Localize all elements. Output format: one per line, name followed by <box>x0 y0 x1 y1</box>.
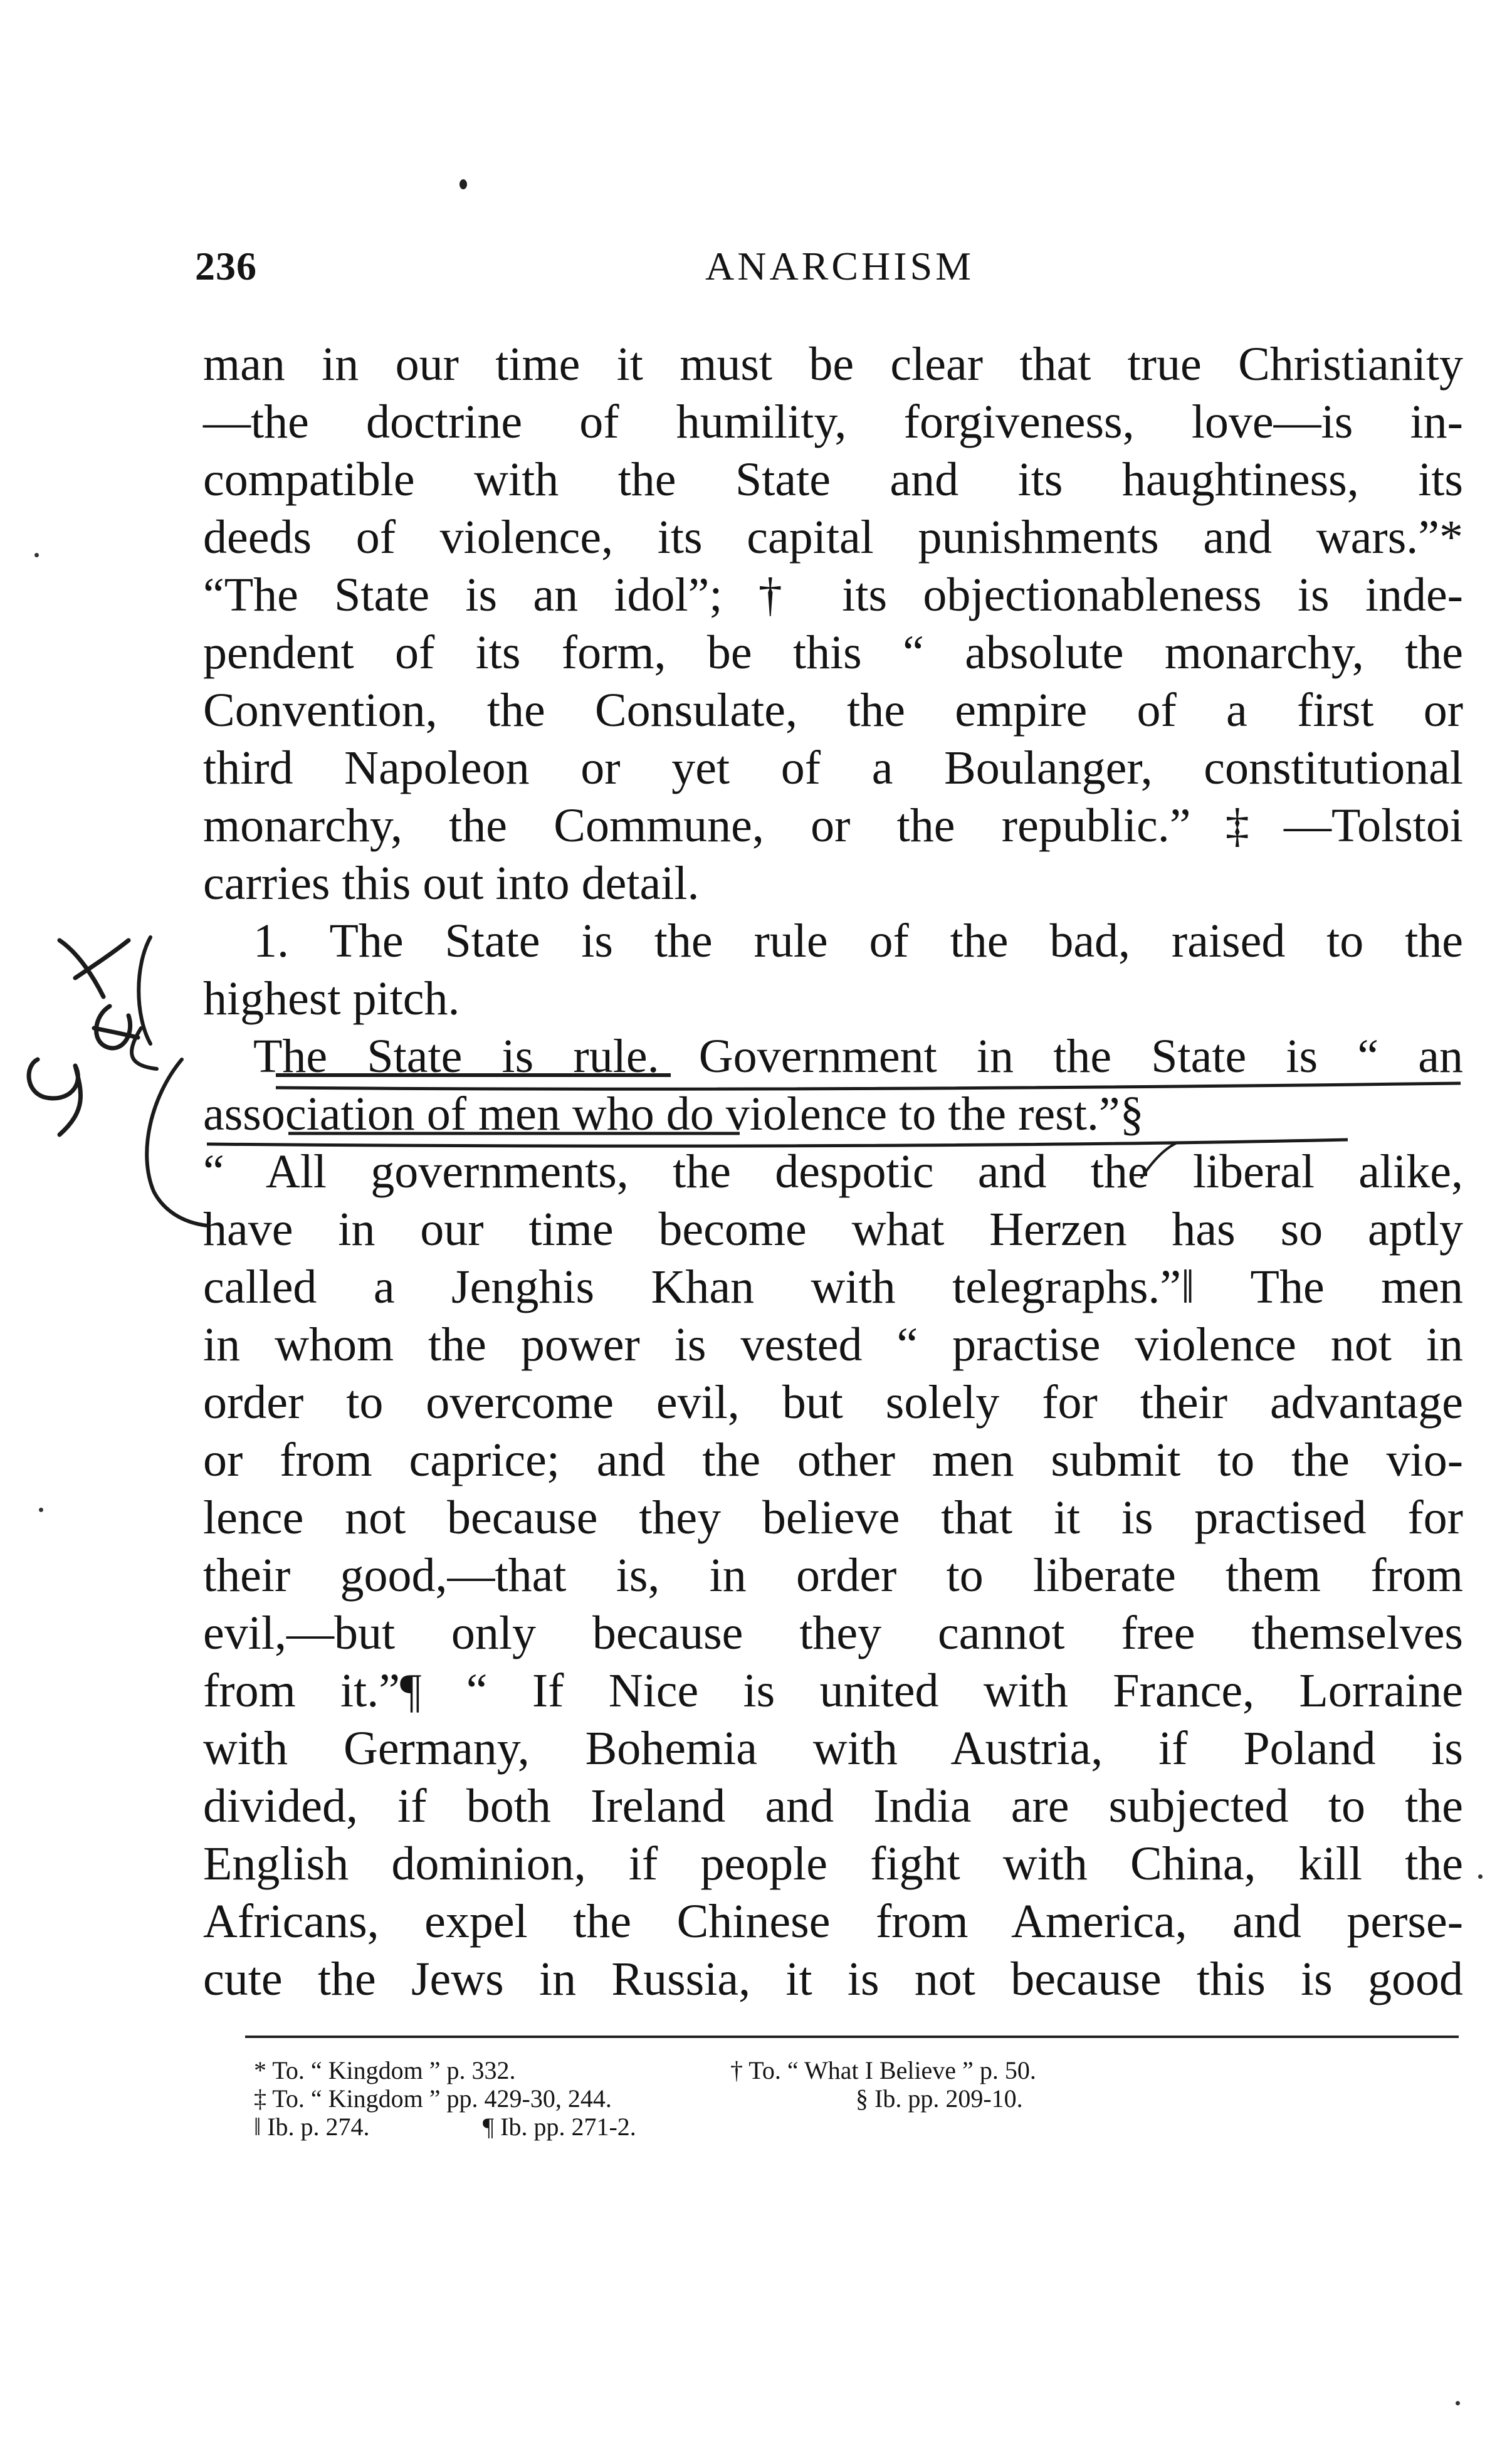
text-line: in whom the power is vested “ practise violence not in <box>203 1318 1463 1371</box>
text-line: divided, if both Ireland and India are subjected to the <box>203 1780 1463 1832</box>
underlined-line: association of men who do violence to the rest.”§ <box>203 1088 1144 1140</box>
text-line: “The State is an idol”; † its objectionableness is inde- <box>203 569 1463 621</box>
text-line: monarchy, the Commune, or the republic.”‡—Tolstoi <box>203 799 1463 852</box>
page-number: 236 <box>195 244 257 288</box>
underlined-line: The State is rule. Government in the State is “ an <box>253 1030 1463 1083</box>
text-line: Convention, the Consulate, the empire of a first or <box>203 684 1463 737</box>
text-line: cute the Jews in Russia, it is not because this is good <box>203 1953 1463 2005</box>
footnote: * To. “ Kingdom ” p. 332. <box>254 2056 516 2084</box>
text-line: “ All governments, the despotic and the liberal alike, <box>203 1145 1463 1198</box>
text-line: third Napoleon or yet of a Boulanger, constitutional <box>203 742 1463 794</box>
text-line: with Germany, Bohemia with Austria, if Poland is <box>203 1722 1463 1775</box>
footnote: ‡ To. “ Kingdom ” pp. 429-30, 244. <box>254 2084 612 2113</box>
text-line: evil,—but only because they cannot free themselves <box>203 1607 1463 1659</box>
footnote-row <box>254 2084 1320 2113</box>
text-line: from it.”¶ “ If Nice is united with France, Lorraine <box>203 1664 1463 1717</box>
footnote-row <box>254 2113 1320 2141</box>
footnote: ¶ Ib. pp. 271-2. <box>483 2113 636 2141</box>
footnotes <box>254 2056 1320 2141</box>
footnote-divider <box>245 2036 1459 2038</box>
footnote-row <box>254 2056 1320 2084</box>
footnote: † To. “ What I Believe ” p. 50. <box>730 2056 1036 2084</box>
text-line: pendent of its form, be this “ absolute monarchy, the <box>203 626 1463 679</box>
text-line: compatible with the State and its haughtiness, its <box>203 453 1463 506</box>
text-line: deeds of violence, its capital punishments and wars.”* <box>203 511 1463 564</box>
text-line: —the doctrine of humility, forgiveness, love—is in- <box>203 396 1463 448</box>
body-text <box>203 335 1463 2008</box>
text-line: highest pitch. <box>203 972 460 1025</box>
numbered-point: 1. The State is the rule of the bad, raised to the <box>253 915 1463 967</box>
text-line: English dominion, if people fight with China, kill the <box>203 1837 1463 1890</box>
page-header <box>0 232 1512 301</box>
text-line: or from caprice; and the other men submit to the vio- <box>203 1434 1463 1486</box>
text-line: called a Jenghis Khan with telegraphs.”‖ The men <box>203 1261 1463 1313</box>
ink-dot <box>459 179 467 189</box>
text-line: lence not because they believe that it is practised for <box>203 1491 1463 1544</box>
footnote: § Ib. pp. 209-10. <box>856 2084 1023 2113</box>
text-line: Africans, expel the Chinese from America, and perse- <box>203 1895 1463 1948</box>
text-line: order to overcome evil, but solely for their advantage <box>203 1376 1463 1429</box>
ink-speck <box>1478 1874 1483 1879</box>
ink-speck <box>1456 2401 1460 2405</box>
text-line: man in our time it must be clear that true Christianity <box>203 338 1463 391</box>
footnote: ‖ Ib. p. 274. <box>254 2113 370 2141</box>
ink-speck <box>34 553 39 557</box>
ink-speck <box>39 1508 43 1512</box>
text-line: their good,—that is, in order to liberate them from <box>203 1549 1463 1602</box>
text-line: carries this out into detail. <box>203 857 700 910</box>
text-line: have in our time become what Herzen has so aptly <box>203 1203 1463 1256</box>
running-head: ANARCHISM <box>705 244 975 288</box>
